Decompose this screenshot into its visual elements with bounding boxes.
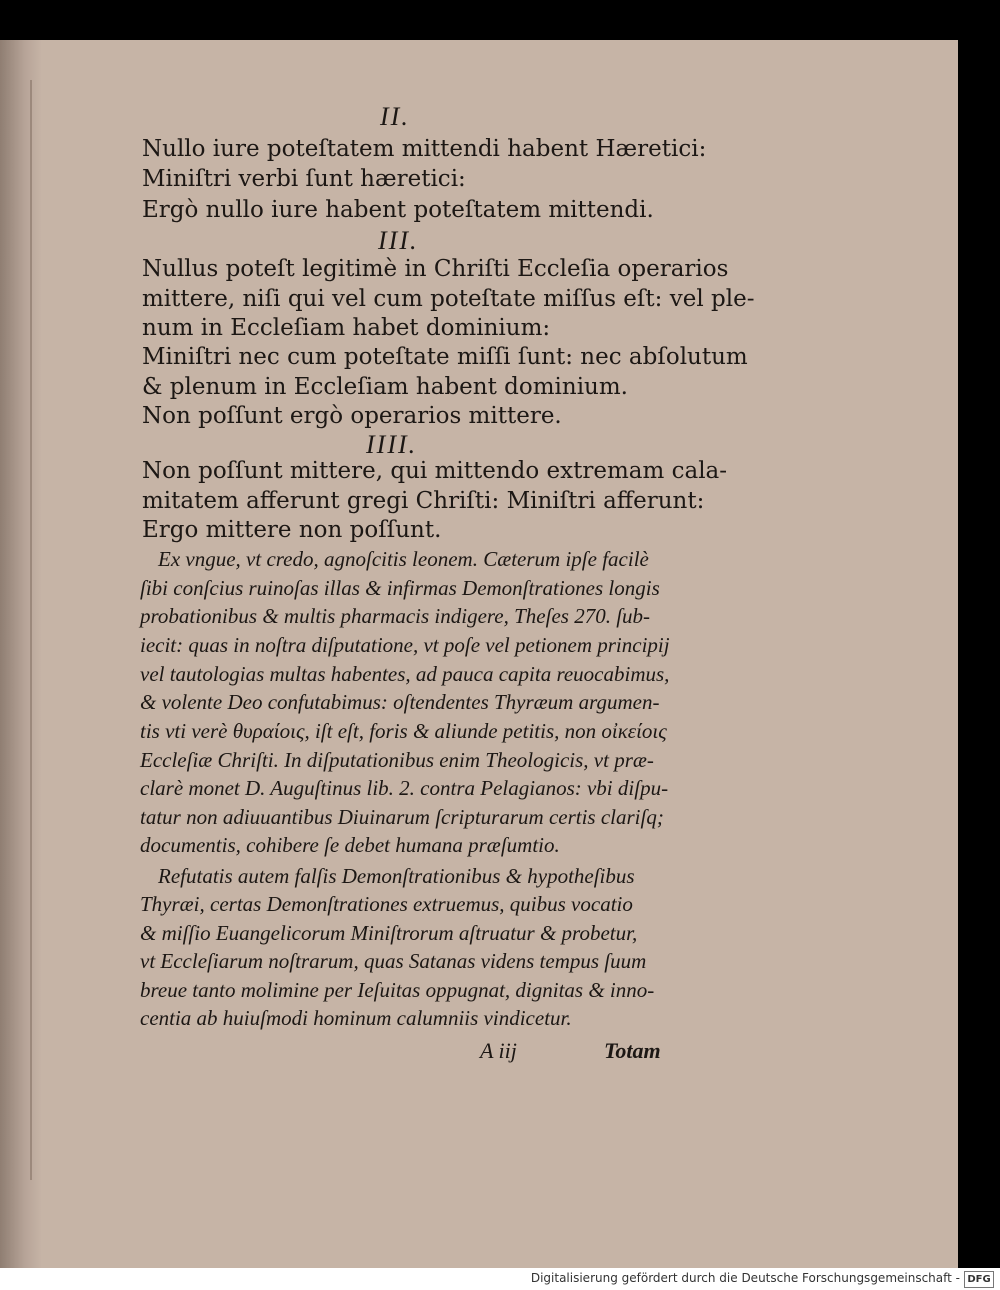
text-line: ſibi conſcius ruinoſas illas & infirmas Demonſtrationes longis [140,576,660,600]
text-line: Miniſtri verbi ſunt hæretici: [142,166,466,192]
section-heading-ii: II. [380,102,410,131]
text-line: iecit: quas in noſtra diſputatione, vt poſe vel petionem principij [140,633,670,657]
text-line: breue tanto molimine per Ieſuitas oppugnat, dignitas & inno- [140,978,655,1002]
text-line: & volente Deo confutabimus: oſtendentes Thyræum argumen- [140,690,660,714]
text-line: Eccleſiæ Chriſti. In diſputationibus enim Theologicis, vt præ- [140,748,654,772]
text-line: tatur non adiuuantibus Diuinarum ſcripturarum certis clariſq; [140,805,664,829]
text-line: clarè monet D. Auguſtinus lib. 2. contra Pelagianos: vbi diſpu- [140,776,669,800]
text-line: Nullo iure poteſtatem mittendi habent Hæretici: [142,136,707,162]
gutter-fold [30,80,32,1180]
text-line: vel tautologias multas habentes, ad pauca capita reuocabimus, [140,662,670,686]
text-line: & miſſio Euangelicorum Miniſtrorum aſtruatur & probetur, [140,921,638,945]
text-line: & plenum in Eccleſiam habent dominium. [142,374,628,400]
text-line: documentis, cohibere ſe debet humana præſumtio. [140,833,560,857]
gutter-shadow [0,40,42,1268]
text-line: probationibus & multis pharmacis indigere, Theſes 270. ſub- [140,604,651,628]
text-line: tis vti verè θυραίοις, iſt eſt, foris & aliunde petitis, non οἰκείοις [140,719,667,743]
text-line: Ergò nullo iure habent poteſtatem mittendi. [142,197,654,223]
text-line: mitatem afferunt gregi Chriſti: Miniſtri afferunt: [142,488,705,514]
text-line: Miniſtri nec cum poteſtate miſſi ſunt: nec abſolutum [142,344,748,370]
section-heading-iiii: IIII. [366,430,418,459]
text-line: Ex vngue, vt credo, agnoſcitis leonem. Cæterum ipſe facilè [158,547,649,571]
catchword: Totam [604,1038,661,1063]
text-line: Non poſſunt mittere, qui mittendo extremam cala- [142,458,728,484]
text-line: mittere, niſi qui vel cum poteſtate miſſus eſt: vel ple- [142,286,755,312]
text-line: Nullus poteſt legitimè in Chriſti Eccleſia operarios [142,256,729,282]
text-line: vt Eccleſiarum noſtrarum, quas Satanas videns tempus ſuum [140,949,647,973]
dfg-logo: DFG [964,1271,994,1288]
text-line: num in Eccleſiam habet dominium: [142,315,551,341]
text-line: Non poſſunt ergò operarios mittere. [142,403,562,429]
footer-credit: Digitalisierung gefördert durch die Deutsche Forschungsgemeinschaft - [530,1271,960,1285]
text-line: Ergo mittere non poſſunt. [142,517,442,543]
text-line: Refutatis autem falſis Demonſtrationibus & hypotheſibus [158,864,635,888]
section-heading-iii: III. [378,226,419,255]
text-line: centia ab huiuſmodi hominum calumniis vindicetur. [140,1006,572,1030]
text-line: Thyræi, certas Demonſtrationes extruemus, quibus vocatio [140,892,633,916]
signature-mark: A iij [480,1038,517,1063]
